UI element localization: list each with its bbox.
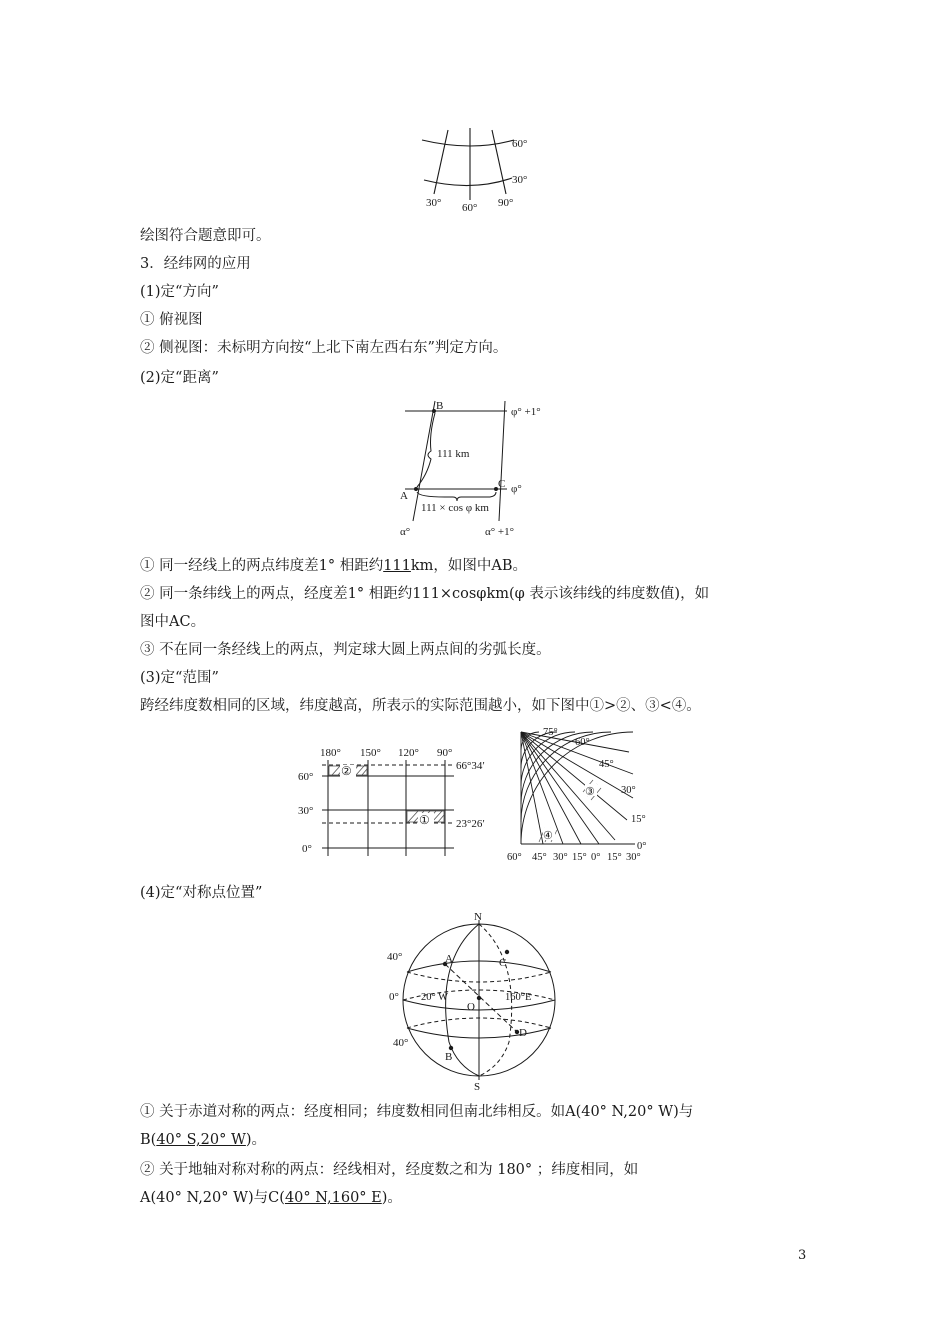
graticule-figure: [412, 122, 542, 214]
lon-label: 90°: [498, 197, 514, 209]
lat-label: 0°: [389, 991, 399, 1003]
polar-graticule-figure: [505, 722, 655, 868]
text-fragment: A(40° N,20° W)与C(: [140, 1190, 285, 1206]
region-4-label: ④: [543, 830, 553, 842]
lat-label: φ°: [511, 483, 522, 495]
point-a-label: A: [445, 953, 453, 965]
text-line: 绘图符合题意即可。: [140, 228, 271, 244]
text-fragment: ① 同一经线上的两点纬度差1° 相距约: [140, 558, 384, 574]
dist-ac-label: 111 × cos φ km: [421, 502, 489, 514]
lon-label: 180°: [320, 747, 341, 759]
text-line: [140, 1188, 820, 1208]
dist-ab-label: 111 km: [437, 448, 470, 460]
subheading: (1)定“方向”: [140, 284, 219, 300]
lat-label: 60°: [512, 138, 528, 150]
special-lat-label: 66°34′: [456, 760, 485, 772]
point-b-label: B: [436, 400, 444, 412]
page-number: 3: [798, 1248, 807, 1263]
underlined-answer: 40° N,160° E: [284, 1190, 382, 1206]
lon-left-label: α°: [400, 526, 411, 538]
text-line: ② 关于地轴对称对称的两点：经线相对，经度数之和为 180° ；纬度相同，如: [140, 1162, 639, 1178]
lat-label: 75°: [543, 727, 558, 738]
text-line: [140, 1130, 820, 1150]
point-c-label: C: [499, 957, 507, 969]
center-label: O: [467, 1001, 475, 1013]
lon-w-label: 20° W: [421, 992, 449, 1003]
lon-e-label: 160°E: [505, 992, 532, 1003]
top-lat-label: φ° +1°: [511, 406, 541, 418]
globe-figure: [385, 910, 570, 1090]
lat-label: 60°: [575, 737, 590, 748]
lat-label: 30°: [512, 174, 528, 186]
section-heading: 3．经纬网的应用: [140, 256, 251, 272]
underlined-answer: 111: [383, 558, 411, 574]
subheading: (2)定“距离”: [140, 370, 219, 386]
lon-label: 90°: [437, 747, 453, 759]
lon-label: 150°: [360, 747, 381, 759]
text-fragment: )。: [381, 1190, 402, 1206]
lat-label: 30°: [298, 805, 314, 817]
south-label: S: [474, 1081, 481, 1090]
lon-right-label: α° +1°: [485, 526, 515, 538]
text-line: ③ 不在同一条经线上的两点，判定球大圆上两点间的劣弧长度。: [140, 642, 551, 658]
lon-label: 45°: [532, 852, 547, 863]
lon-label: 30°: [626, 852, 641, 863]
text-fragment: B(: [140, 1132, 157, 1148]
lon-label: 0°: [591, 852, 601, 863]
lat-label: 60°: [298, 771, 314, 783]
lon-label: 60°: [462, 202, 478, 214]
lat-label: 40°: [387, 951, 403, 963]
text-line: 图中AC。: [140, 614, 206, 630]
lat-label: 15°: [631, 814, 646, 825]
lat-label: 0°: [637, 841, 647, 852]
text-fragment: )。: [245, 1132, 267, 1148]
lon-label: 30°: [426, 197, 442, 209]
lon-label: 30°: [553, 852, 568, 863]
lon-label: 15°: [572, 852, 587, 863]
text-line: ② 侧视图：未标明方向按“上北下南左西右东”判定方向。: [140, 340, 508, 356]
lat-label: 45°: [599, 759, 614, 770]
lat-label: 30°: [621, 785, 636, 796]
rectangular-graticule-figure: [292, 740, 497, 865]
text-line: ② 同一条纬线上的两点，经度差1° 相距约111×cosφkm(φ 表示该纬线的纬度数值)，如: [140, 586, 710, 602]
text-line: [140, 556, 820, 576]
point-b-label: B: [445, 1051, 453, 1063]
north-label: N: [474, 911, 482, 923]
lon-label: 15°: [607, 852, 622, 863]
special-lat-label: 23°26′: [456, 818, 485, 830]
lon-label: 60°: [507, 852, 522, 863]
text-fragment: km，如图中AB。: [410, 558, 528, 574]
region-1-label: ①: [419, 813, 430, 827]
point-d-label: D: [519, 1027, 527, 1039]
text-line: ① 关于赤道对称的两点：经度相同；纬度数相同但南北纬相反。如A(40° N,20° W)与: [140, 1104, 694, 1120]
distance-figure: [395, 395, 545, 543]
region-2-label: ②: [341, 764, 352, 778]
lat-label: 40°: [393, 1037, 409, 1049]
point-a-label: A: [400, 490, 408, 502]
text-line: 跨经纬度数相同的区域，纬度越高，所表示的实际范围越小，如下图中①>②、③<④。: [140, 698, 701, 714]
subheading: (4)定“对称点位置”: [140, 885, 263, 901]
region-3-label: ③: [585, 786, 595, 798]
underlined-answer: 40° S,20° W: [156, 1132, 246, 1148]
subheading: (3)定“范围”: [140, 670, 219, 686]
point-c-label: C: [498, 478, 506, 490]
text-line: ① 俯视图: [140, 312, 203, 328]
lat-label: 0°: [302, 843, 312, 855]
lon-label: 120°: [398, 747, 419, 759]
